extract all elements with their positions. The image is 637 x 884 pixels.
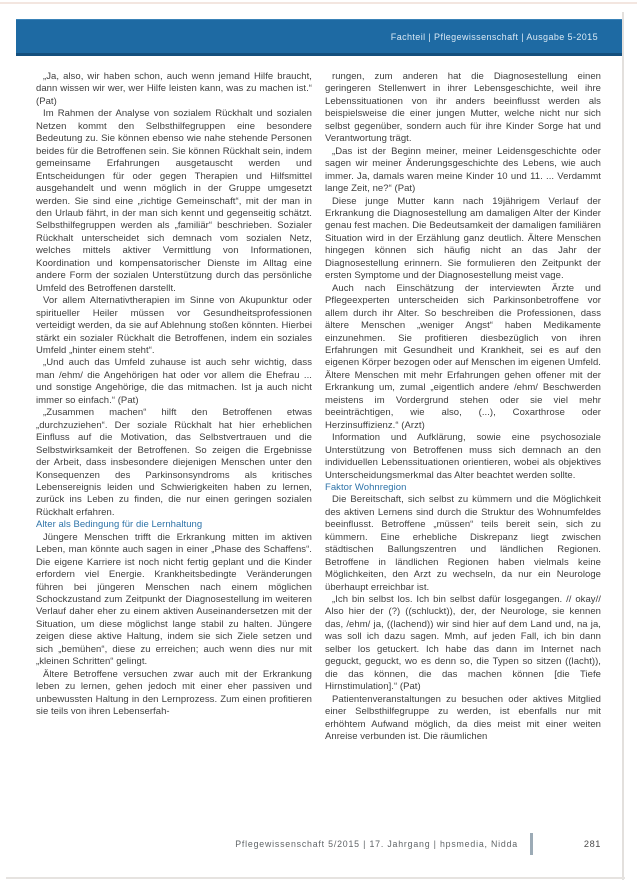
- page-right-edge: [622, 12, 624, 880]
- paragraph: Jüngere Menschen trifft die Erkrankung mitten im aktiven Leben, man könnte auch sagen in einer „Phase des Schaffens“. Die eigene Karriere ist noch nicht fertig geplant und die Kinder erfordern viel Energie. Krankheitsbedingte Veränderungen führen bei jüngeren Menschen nach einem möglichen Schockzustand zum Zeitpunkt der Diagnosestellung im weiteren Verlauf daher eher zu einem aktiven Auseinandersetzen mit der Situation, um diese möglichst lange stabil zu halten. Jüngere zeigen diese aktive Haltung, indem sie sich Ziele setzen und sich „bemühen“, diese zu erreichen; auch wenn dies nur mit „kleinen Schritten“ gelingt.: [36, 531, 312, 668]
- paragraph: Im Rahmen der Analyse von sozialem Rückhalt und sozialen Netzen kommt den Selbsthilfegruppen eine besondere Bedeutung zu. Sie können ebenso wie nahe stehende Personen beides für die Betroffenen sein. Sie können Rückhalt sein, indem gemeinsame Erfahrungen ausgetauscht werden und Entscheidungen für oder gegen Therapien und Hilfsmittel ausgehandelt und wenn möglich in der Gruppe umgesetzt werden. Sie sind eine „richtige Gemeinschaft“, mit der man in den Urlaub fährt, in der man sich kennt und gegenseitig schätzt. Selbsthilfegruppen werden als „familiär“ beschrieben. Sozialer Rückhalt unterscheidet sich demnach vom sozialen Netz, welches mittels aktiver Vermittlung von Informationen, Koordination und kompensatorischer Dienste im Alltag eine andere Form der sozialen Unterstützung durch das persönliche Umfeld des Betroffenen darstellt.: [36, 108, 312, 294]
- section-heading: Alter als Bedingung für die Lernhaltung: [36, 519, 203, 531]
- paragraph: Vor allem Alternativtherapien im Sinne von Akupunktur oder spiritueller Heiler müssen vor Gesundheitsprofessionen verteidigt werden, da sie auf Ablehnung stoßen könnten. Hierbei stärkt ein sozialer Rückhalt die Betroffenen, indem ein soziales Umfeld „hinter einem steht“.: [36, 295, 312, 356]
- paragraph: „Das ist der Beginn meiner, meiner Leidensgeschichte oder sagen wir meiner Änderungsgeschichte des Lebens, wie auch immer. Ja, damals waren meine Kinder 10 und 11. ... Verdammt lange Zeit, ne?“ (Pat): [325, 145, 601, 195]
- footer-journal-line: Pflegewissenschaft 5/2015 | 17. Jahrgang | hpsmedia, Nidda: [235, 839, 518, 849]
- page-top-edge: [0, 2, 637, 4]
- paragraph: Patientenveranstaltungen zu besuchen oder aktives Mitglied einer Selbsthilfegruppe zu werden, ist ebenfalls nur mit erhöhtem Aufwand möglich, da dies meist mit einer weiten Anreise verbunden ist. Die räumlichen: [325, 693, 601, 743]
- paragraph: „Zusammen machen“ hilft den Betroffenen etwas „durchzuziehen“. Der soziale Rückhalt hat hier erheblichen Einfluss auf die Motivation, das Selbstvertrauen und die Selbstwirksamkeit der Betroffenen. So zeigen die Ergebnisse der Arbeit, dass insbesondere diejenigen Menschen unter den Konsequenzen des Parkinsonsyndroms als kritisches Lebensereignis leiden und Schwierigkeiten haben zu lernen, zurück ins Leben zu finden, die nur einen geringen sozialen Rückhalt erfahren.: [36, 407, 312, 518]
- page-footer: [36, 832, 601, 856]
- column-left: [36, 71, 312, 813]
- section-heading: Faktor Wohnregion: [325, 481, 407, 493]
- paragraph: Die Bereitschaft, sich selbst zu kümmern und die Möglichkeit des aktiven Lernens sind durch die Struktur des Wohnumfeldes beeinflusst. Betroffene „müssen“ teils bereit sein, sich zu kümmern. Eine erhebliche Diskrepanz liegt zwischen städtischen Ballungszentren und ländlichen Regionen. Betroffene in ländlichen Regionen haben vielmals keine Möglichkeiten, den Arzt zu wechseln, da nur ein Neurologe überhaupt erreichbar ist.: [325, 494, 601, 593]
- paragraph: „Ja, also, wir haben schon, auch wenn jemand Hilfe braucht, dann wissen wir wer, wer Hilfe leisten kann, was zu machen ist.“ (Pat): [36, 71, 312, 107]
- page-bottom-edge: [6, 877, 625, 879]
- journal-header-bar: [16, 19, 622, 56]
- article-body: [36, 71, 601, 813]
- paragraph: Ältere Betroffene versuchen zwar auch mit der Erkrankung leben zu lernen, gehen jedoch mit einer eher passiven und unbewussten Haltung in den Lernprozess. Zum einen profitieren sie teils von ihren Lebenserfah-: [36, 668, 312, 718]
- paragraph: „Und auch das Umfeld zuhause ist auch sehr wichtig, dass man /ehm/ die Angehörigen hat oder vor allem die Ehefrau ... und sonstige Angehörige, die das mitmachen. Ist ja auch nicht immer so einfach.“ (Pat): [36, 357, 312, 406]
- paragraph: Auch nach Einschätzung der interviewten Ärzte und Pflegeexperten unterscheiden sich Parkinsonbetroffene vor allem durch ihr Alter. So beschreiben die Professionen, dass ältere Menschen „weniger Angst“ haben Medikamente einzunehmen. Sie profitieren diesbezüglich von ihren Erfahrungen mit Gesundheit und Krankheit, sei es auf den eigenen Körper bezogen oder auf Menschen im eigenen Umfeld. Ältere Menschen mit mehr Erfahrungen gehen offener mit der Erkrankung um, zumal „eigentlich andere /ehm/ Beschwerden meistens im Vordergrund stehen oder sie viel mehr beeinträchtigen, wie also, (...), Coxarthrose oder Herzinsuffizienz.“ (Arzt): [325, 282, 601, 431]
- journal-header-label: Fachteil | Pflegewissenschaft | Ausgabe 5-2015: [390, 31, 598, 42]
- page-number: 281: [583, 839, 601, 849]
- paragraph: Information und Aufklärung, sowie eine psychosoziale Unterstützung von Betroffenen muss sich demnach an den individuellen Lebenssituationen orientieren, wobei als objektives Unterscheidungsmerkmal das Alter beachtet werden sollte.: [325, 432, 601, 481]
- paragraph: rungen, zum anderen hat die Diagnosestellung einen geringeren Stellenwert in ihrer Lebensgeschichte, weil ihre Lebenssituationen von ihr anders beeinflusst werden als beispielsweise die einer jungen Mutter, welche nicht nur sich selbst gegenüber, sondern auch für ihre Kinder Sorge hat und Verantwortung trägt.: [325, 71, 601, 145]
- paragraph: Diese junge Mutter kann nach 19jährigem Verlauf der Erkrankung die Diagnosestellung am damaligen Alter der Kinder genau fest machen. Die Bedeutsamkeit der damaligen familiären Situation wird in der Erzählung ganz deutlich. Ältere Menschen hingegen können sich häufig nicht an das Jahr der Diagnosestellung erinnern. Sie formulieren den Zeitpunkt der ersten Symptome und der Diagnosestellung meist vage.: [325, 195, 601, 282]
- paragraph: „Ich bin selbst los. Ich bin selbst dafür losgegangen. // okay// Also hier der (?) ((schluckt)), der, der Neurologe, sie kennen das, /ehm/ ja, ((lachend)) wir sind hier auf dem Land und, na ja, was soll ich dazu sagen. Mmh, auf jeden Fall, ich bin dann selber los getuckert. Ich habe das dann im Internet nach geguckt, geguckt, wo es denn so, die Typen so sitzen ((lacht)), die das können, die das machen können [die Tiefe Hirnstimulation].“ (Pat): [325, 594, 601, 693]
- footer-divider: [530, 833, 533, 855]
- column-right: [325, 71, 601, 813]
